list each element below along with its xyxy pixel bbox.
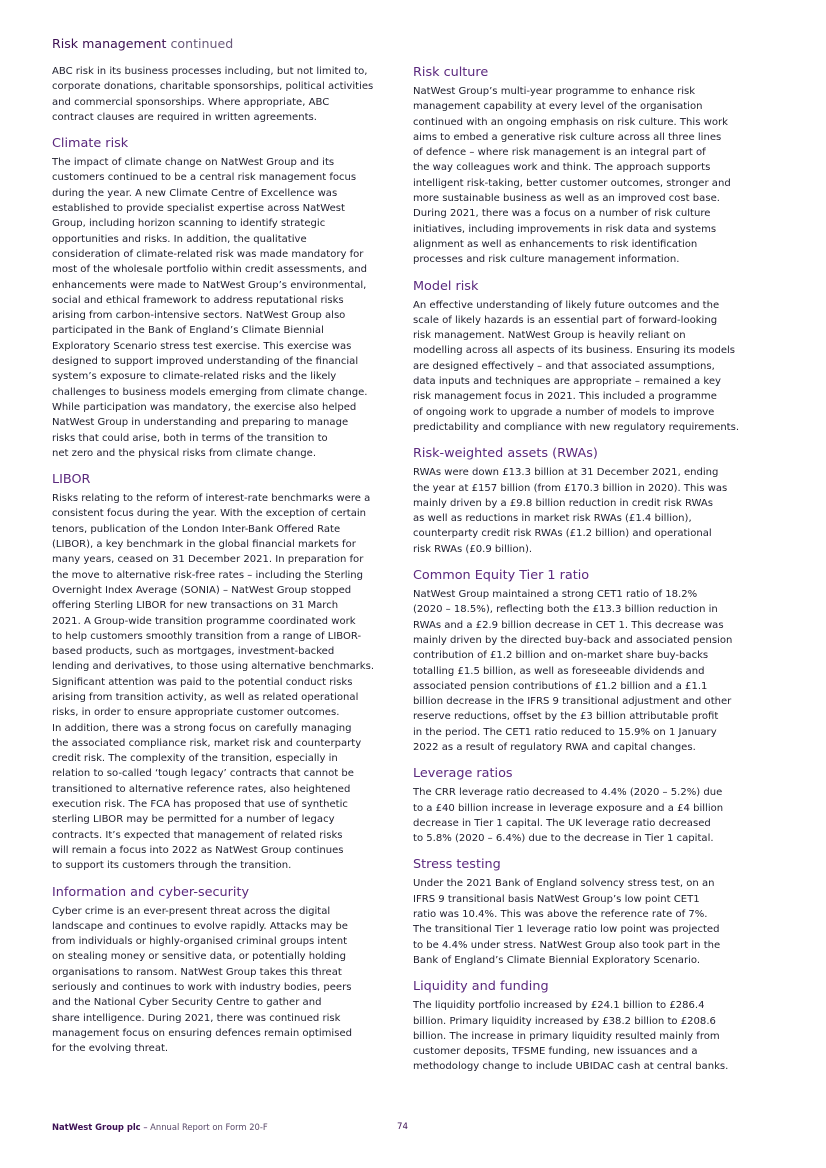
continued-label: continued [170, 36, 234, 51]
right-column [413, 64, 747, 1075]
cet1-paragraph: NatWest Group maintained a strong CET1 ratio of 18.2% (2020 – 18.5%), reflecting both the £13.3 billion reduction in RWAs and a £2.9 billion decrease in CET 1. This decrease was mainly driven by the directed buy-back and associated pension contribution of £1.2 billion and on-market share buy-backs totalling £1.5 billion, as well as foreseeable dividends and associated pension contributions of £1.2 billion and a £1.1 billion decrease in the IFRS 9 transitional adjustment and other reserve reductions, offset by the £3 billion attributable profit in the period. The CET1 ratio reduced to 15.9% on 1 January 2022 as a result of regulatory RWA and capital changes. [413, 589, 733, 753]
libor-heading: LIBOR [52, 472, 91, 488]
liquidity-heading: Liquidity and funding [413, 979, 549, 995]
footer-brand: NatWest Group plc [52, 1122, 141, 1132]
cet1-heading: Common Equity Tier 1 ratio [413, 568, 590, 584]
risk-culture-paragraph: NatWest Group’s multi-year programme to enhance risk management capability at every level of the organisation continued with an ongoing emphasis on risk culture. This work aims to embed a generative risk culture across all three lines of defence – where risk management is an integral part of the way colleagues work and think. The approach supports intelligent risk-taking, better customer outcomes, stronger and more sustainable business as well as an improved cost base. During 2021, there was a focus on a number of risk culture initiatives, including improvements in risk data and systems alignment as well as enhancements to risk identification processes and risk culture management information. [413, 86, 731, 266]
stress-testing-paragraph: Under the 2021 Bank of England solvency stress test, on an IFRS 9 transitional basis NatWest Group’s low point CET1 ratio was 10.4%. This was above the reference rate of 7%. The transitional Tier 1 leverage ratio low point was projected to be 4.4% under stress. NatWest Group also took part in the Bank of England’s Climate Biennial Exploratory Scenario. [413, 878, 721, 966]
rwa-heading: Risk-weighted assets (RWAs) [413, 446, 598, 462]
stress-testing-heading: Stress testing [413, 857, 501, 873]
page-title [52, 36, 233, 51]
footer [52, 1122, 268, 1132]
footer-separator: – [140, 1122, 151, 1132]
section-title: Risk management [52, 36, 167, 51]
risk-culture-heading: Risk culture [413, 65, 489, 80]
leverage-paragraph: The CRR leverage ratio decreased to 4.4% (2020 – 5.2%) due to a £40 billion increase in leverage exposure and a £4 billion decrease in Tier 1 capital. The UK leverage ratio decreased to 5.8% (2020 – 6.4%) due to the decrease in Tier 1 capital. [413, 787, 724, 845]
page-number: 74 [397, 1122, 408, 1132]
climate-risk-paragraph: The impact of climate change on NatWest Group and its customers continued to be a central risk management focus during the year. A new Climate Centre of Excellence was established to provide specialist expertise across NatWest Group, including horizon scanning to identify strategic opportunities and risks. In addition, the qualitative consideration of climate-related risk was made mandatory for most of the wholesale portfolio within credit assessments, and enhancements were made to NatWest Group’s environmental, social and ethical framework to address reputational risks arising from carbon-intensive sectors. NatWest Group also participated in the Bank of England’s Climate Biennial Exploratory Scenario stress test exercise. This exercise was designed to support improved understanding of the financial system’s exposure to climate-related risks and the likely challenges to business models emerging from climate change. While participation was mandatory, the exercise also helped NatWest Group in understanding and preparing to manage risks that could arise, both in terms of the transition to net zero and the physical risks from climate change. [52, 157, 368, 459]
cyber-security-paragraph: Cyber crime is an ever-present threat across the digital landscape and continues to evolve rapidly. Attacks may be from individuals or highly-organised criminal groups intent on stealing money or sensitive data, or potentially holding organisations to ransom. NatWest Group takes this threat seriously and continues to work with industry bodies, peers and the National Cyber Security Centre to gather and share intelligence. During 2021, there was continued risk management focus on ensuring defences remain optimised for the evolving threat. [52, 905, 353, 1055]
model-risk-paragraph: An effective understanding of likely future outcomes and the scale of likely hazards is an essential part of forward-looking risk management. NatWest Group is heavily reliant on modelling across all aspects of its business. Ensuring its models are designed effectively – and that associated assumptions, data inputs and techniques are appropriate – remained a key risk management focus in 2021. This included a programme of ongoing work to upgrade a number of models to improve predictability and compliance with new regulatory requirements. [413, 299, 740, 433]
model-risk-heading: Model risk [413, 278, 479, 294]
intro-paragraph: ABC risk in its business processes including, but not limited to, corporate donations, charitable sponsorships, political activities and commercial sponsorships. Where appropriate, ABC contract clauses are required in written agreements. [52, 66, 374, 123]
climate-risk-heading: Climate risk [52, 136, 129, 152]
left-column [52, 64, 386, 1057]
libor-paragraph: Risks relating to the reform of interest-rate benchmarks were a consistent focus during the year. With the exception of certain tenors, publication of the London Inter-Bank Offered Rate (LIBOR), a key benchmark in the global financial markets for many years, ceased on 31 December 2021. In preparation for the move to alternative risk-free rates – including the Sterling Overnight Index Average (SONIA) – NatWest Group stopped offering Sterling LIBOR for new transactions on 31 March 2021. A Group-wide transition programme coordinated work to help customers smoothly transition from a range of LIBOR- based products, such as mortgages, investment-backed lending and derivatives, to those using alternative benchmarks. Significant attention was paid to the potential conduct risks arising from transition activity, as well as related operational risks, in order to ensure appropriate customer outcomes. In addition, there was a strong focus on carefully managing the associated compliance risk, market risk and counterparty credit risk. The complexity of the transition, especially in relation to so-called ‘tough legacy’ contracts that cannot be transitioned to alternative reference rates, also heightened execution risk. The FCA has proposed that use of synthetic sterling LIBOR may be permitted for a number of legacy contracts. It’s expected that management of related risks will remain a focus into 2022 as NatWest Group continues to support its customers through the transition. [52, 493, 375, 872]
liquidity-paragraph: The liquidity portfolio increased by £24.1 billion to £286.4 billion. Primary liquidity increased by £38.2 billion to £208.6 billion. The increase in primary liquidity resulted mainly from customer deposits, TFSME funding, new issuances and a methodology change to include UBIDAC cash at central banks. [413, 1000, 729, 1073]
cyber-security-heading: Information and cyber-security [52, 884, 250, 900]
rwa-paragraph: RWAs were down £13.3 billion at 31 December 2021, ending the year at £157 billion (from £170.3 billion in 2020). This was mainly driven by a £9.8 billion reduction in credit risk RWAs as well as reductions in market risk RWAs (£1.4 billion), counterparty credit risk RWAs (£1.2 billion) and operational risk RWAs (£0.9 billion). [413, 467, 728, 555]
footer-document-title: Annual Report on Form 20-F [150, 1122, 268, 1132]
leverage-heading: Leverage ratios [413, 766, 513, 782]
